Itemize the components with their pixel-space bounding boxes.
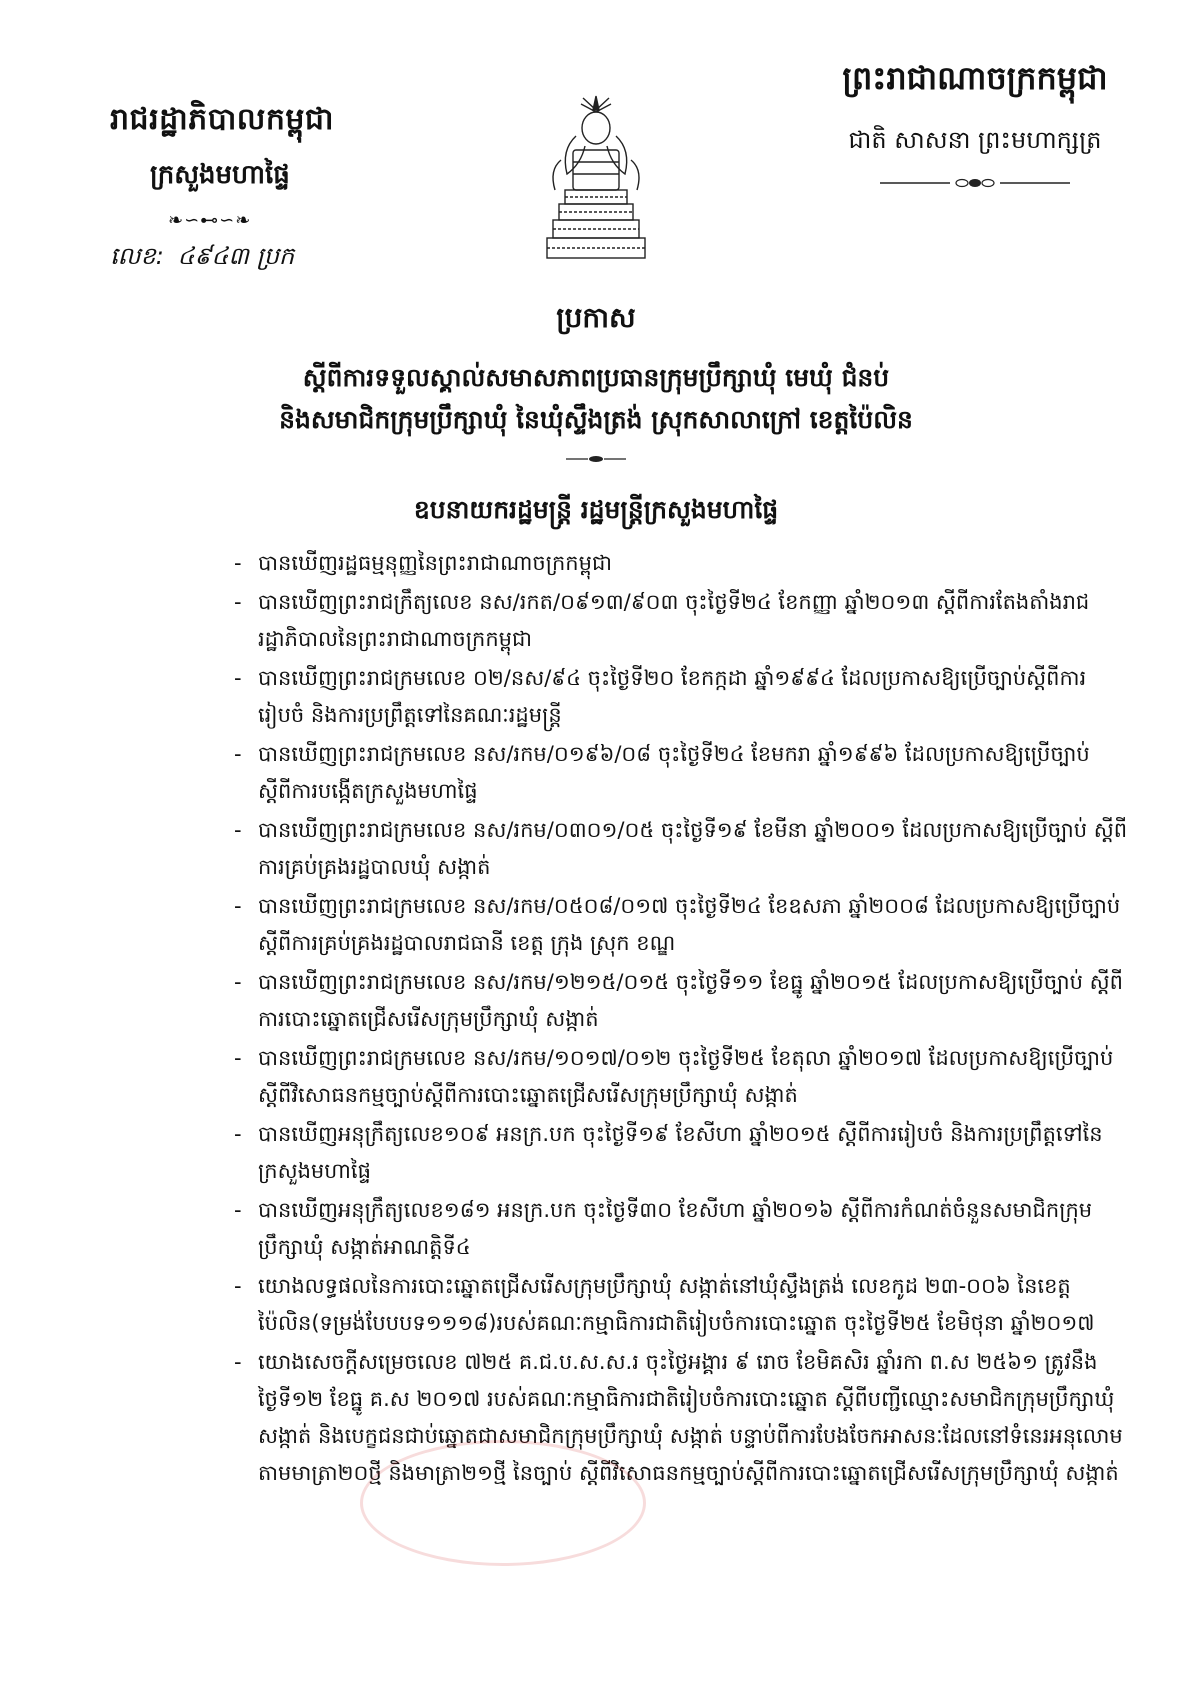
clause-text: បានឃើញព្រះរាជក្រមលេខ នស/រកម/១០១៧/០១២ ចុះថ្ងៃទី២៥ ខែតុលា ឆ្នាំ២០១៧ ដែលប្រកាសឱ្យប្រើច្បាប់ ស្តីពីវិសោធនកម្មច្បាប់ស្តីពីការបោះឆ្នោតជ្រើសរើសក្រុមប្រឹក្សាឃុំ សង្កាត់ — [258, 1046, 1114, 1107]
national-motto: ជាតិ សាសនា ព្រះមហាក្សត្រ — [848, 126, 1102, 154]
clause-marker: - — [234, 666, 242, 690]
clause-text: បានឃើញព្រះរាជក្រមលេខ នស/រកម/០១៩៦/០៨ ចុះថ្ងៃទី២៤ ខែមករា ឆ្នាំ១៩៩៦ ដែលប្រកាសឱ្យប្រើច្បាប់ ស្តីពីការបង្កើតក្រសួងមហាផ្ទៃ — [258, 742, 1090, 803]
document-title-block — [0, 300, 1192, 468]
clause-marker: - — [234, 1046, 242, 1070]
government-name: រាជរដ្ឋាភិបាលកម្ពុជា — [110, 102, 334, 137]
reference-label: លេខ: — [110, 242, 164, 270]
preamble-clause — [234, 660, 1128, 734]
clause-text: បានឃើញព្រះរាជក្រមលេខ នស/រកម/០៣០១/០៥ ចុះថ្ងៃទី១៩ ខែមីនា ឆ្នាំ២០០១ ដែលប្រកាសឱ្យប្រើច្បាប់ ស្តីពីការគ្រប់គ្រងរដ្ឋបាលឃុំ សង្កាត់ — [258, 818, 1128, 879]
preamble-clause — [234, 1344, 1128, 1492]
clause-text: យោងលទ្ធផលនៃការបោះឆ្នោតជ្រើសរើសក្រុមប្រឹក្សាឃុំ សង្កាត់នៅឃុំស្ទឹងត្រង់ លេខកូដ ២៣-០០៦ នៃខេត្តប៉ៃលិន(ទម្រង់បែបបទ១១១៨)របស់គណៈកម្មាធិការជាតិរៀបចំការបោះឆ្នោត ចុះថ្ងៃទី២៥ ខែមិថុនា ឆ្នាំ២០១៧ — [258, 1274, 1095, 1335]
clause-marker: - — [234, 970, 242, 994]
clause-marker: - — [234, 1198, 242, 1222]
kingdom-name: ព្រះរាជាណាចក្រកម្ពុជា — [842, 59, 1108, 97]
ornament-divider — [880, 176, 1070, 190]
royal-emblem-icon — [521, 90, 671, 265]
clause-marker: - — [234, 551, 242, 575]
clause-text: យោងសេចក្តីសម្រេចលេខ ៧២៥ គ.ជ.ប.ស.ស.រ ចុះថ្ងៃអង្គារ ៩ រោច ខែមិគសិរ ឆ្នាំរកា ព.ស ២៥៦១ ត្រូវនឹងថ្ងៃទី១២ ខែធ្នូ គ.ស ២០១៧ របស់គណៈកម្មាធិការជាតិរៀបចំការបោះឆ្នោត ស្តីពីបញ្ជីឈ្មោះសមាជិកក្រុមប្រឹក្សាឃុំ សង្កាត់ និងបេក្ខជនជាប់ឆ្នោតជាសមាជិកក្រុមប្រឹក្សាឃុំ សង្កាត់ បន្ទាប់ពីការបែងចែកអាសនៈដែលនៅទំនេរអនុលោមតាមមាត្រា២០ថ្មី និងមាត្រា២១ថ្មី នៃច្បាប់ ស្តីពីវិសោធនកម្មច្បាប់ស្តីពីការបោះឆ្នោតជ្រើសរើសក្រុមប្រឹក្សាឃុំ សង្កាត់ — [258, 1350, 1123, 1485]
reference-value: ៤៩៤៣ ប្រក — [177, 242, 295, 270]
faded-red-seal — [360, 1440, 646, 1566]
kingdom-block — [810, 58, 1140, 190]
clause-text: បានឃើញរដ្ឋធម្មនុញ្ញនៃព្រះរាជាណាចក្រកម្ពុជា — [258, 551, 612, 575]
title-divider — [566, 449, 626, 468]
subject-line-2: និងសមាជិកក្រុមប្រឹក្សាឃុំ នៃឃុំស្ទឹងត្រង់ ស្រុកសាលាក្រៅ ខេត្តប៉ៃលិន — [279, 405, 913, 434]
issuer-heading: ឧបនាយករដ្ឋមន្ត្រី រដ្ឋមន្ត្រីក្រសួងមហាផ្ទៃ — [413, 495, 779, 524]
preamble-clause — [234, 1040, 1128, 1114]
reference-number — [110, 241, 370, 276]
subject-line-1: ស្តីពីការទទួលស្គាល់សមាសភាពប្រធានក្រុមប្រឹក្សាឃុំ មេឃុំ ជំនប់ — [302, 363, 890, 392]
preamble-clause — [234, 736, 1128, 810]
document-type: ប្រកាស — [556, 301, 636, 334]
preamble-clauses — [234, 545, 1128, 1494]
preamble-clause — [234, 1268, 1128, 1342]
preamble-clause — [234, 964, 1128, 1038]
preamble-clause — [234, 1116, 1128, 1190]
clause-marker: - — [234, 590, 242, 614]
ministry-name: ក្រសួងមហាផ្ទៃ — [150, 160, 290, 190]
clause-marker: - — [234, 1122, 242, 1146]
clause-marker: - — [234, 894, 242, 918]
preamble-clause — [234, 545, 1128, 582]
clause-marker: - — [234, 742, 242, 766]
clause-text: បានឃើញព្រះរាជក្រមលេខ នស/រកម/១២១៥/០១៥ ចុះថ្ងៃទី១១ ខែធ្នូ ឆ្នាំ២០១៥ ដែលប្រកាសឱ្យប្រើច្បាប់ ស្តីពីការបោះឆ្នោតជ្រើសរើសក្រុមប្រឹក្សាឃុំ សង្កាត់ — [258, 970, 1123, 1031]
issuing-authority-block — [110, 100, 370, 276]
preamble-clause — [234, 888, 1128, 962]
preamble-clause — [234, 812, 1128, 886]
preamble-clause — [234, 584, 1128, 658]
clause-marker: - — [234, 1274, 242, 1298]
ornament-divider: ❧∽⊷∽❧ — [168, 210, 252, 231]
clause-text: បានឃើញព្រះរាជក្រឹត្យលេខ នស/រកត/០៩១៣/៩០៣ ចុះថ្ងៃទី២៤ ខែកញ្ញា ឆ្នាំ២០១៣ ស្តីពីការតែងតាំងរាជរដ្ឋាភិបាលនៃព្រះរាជាណាចក្រកម្ពុជា — [258, 590, 1090, 651]
clause-text: បានឃើញព្រះរាជក្រមលេខ ០២/នស/៩៤ ចុះថ្ងៃទី២០ ខែកក្កដា ឆ្នាំ១៩៩៤ ដែលប្រកាសឱ្យប្រើច្បាប់ស្តីពីការរៀបចំ និងការប្រព្រឹត្តទៅនៃគណៈរដ្ឋមន្ត្រី — [258, 666, 1087, 727]
preamble-clause — [234, 1192, 1128, 1266]
clause-text: បានឃើញអនុក្រឹត្យលេខ១៨១ អនក្រ.បក ចុះថ្ងៃទី៣០ ខែសីហា ឆ្នាំ២០១៦ ស្តីពីការកំណត់ចំនួនសមាជិកក្រុមប្រឹក្សាឃុំ សង្កាត់អាណត្តិទី៤ — [258, 1198, 1093, 1259]
clause-text: បានឃើញអនុក្រឹត្យលេខ១០៩ អនក្រ.បក ចុះថ្ងៃទី១៩ ខែសីហា ឆ្នាំ២០១៥ ស្តីពីការរៀបចំ និងការប្រព្រឹត្តទៅនៃក្រសួងមហាផ្ទៃ — [258, 1122, 1103, 1183]
clause-marker: - — [234, 818, 242, 842]
clause-text: បានឃើញព្រះរាជក្រមលេខ នស/រកម/០៥០៨/០១៧ ចុះថ្ងៃទី២៤ ខែឧសភា ឆ្នាំ២០០៨ ដែលប្រកាសឱ្យប្រើច្បាប់ ស្តីពីការគ្រប់គ្រងរដ្ឋបាលរាជធានី ខេត្ត ក្រុង ស្រុក ខណ្ឌ — [258, 894, 1121, 955]
clause-marker: - — [234, 1350, 242, 1374]
